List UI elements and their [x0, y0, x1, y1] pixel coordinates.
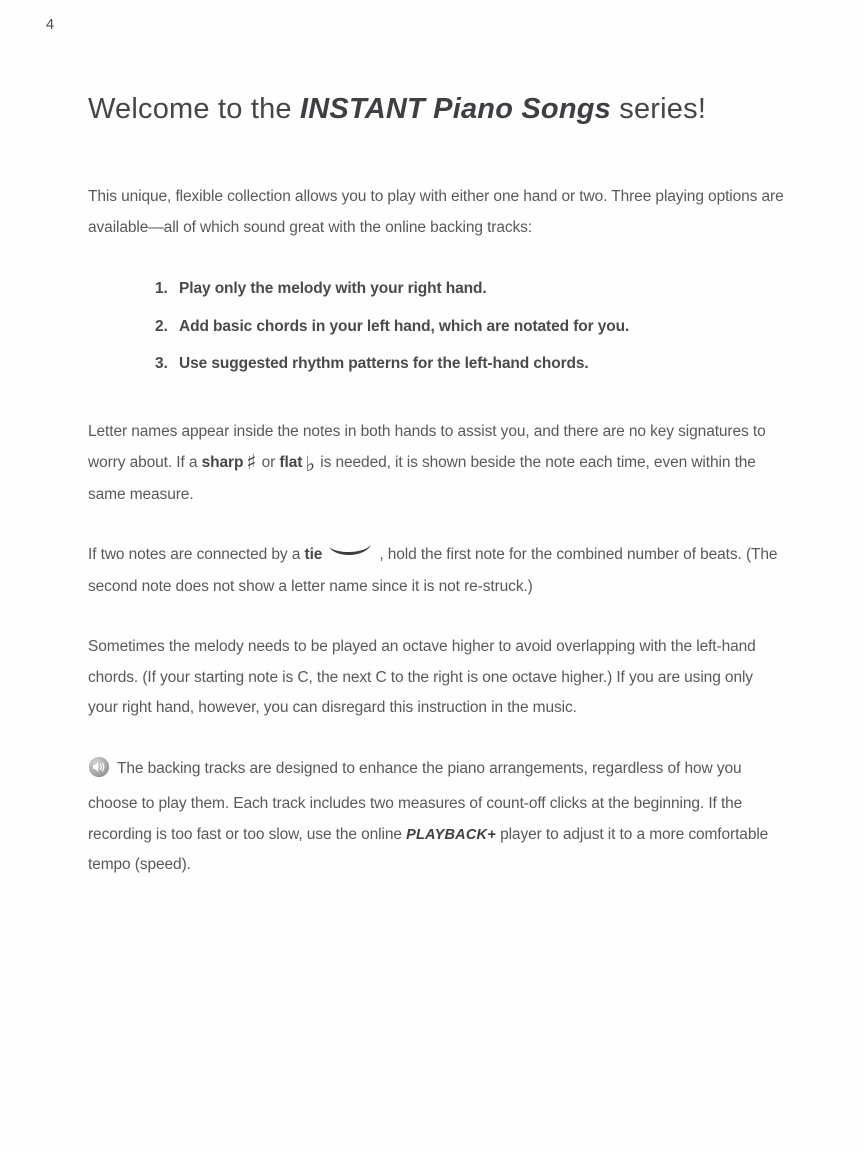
list-item [155, 349, 786, 380]
backing-text-2: player to adjust it to a more comfortable tempo (speed). [88, 825, 769, 873]
intro-text: This unique, flexible collection allows you to play with either one hand or two. Three playing options are available—all of which sound great with the online backing tracks: [88, 188, 784, 236]
letter-names-text-1: Letter names appear inside the notes in both hands to assist you, and there are no key signatures to worry about. If a [88, 422, 766, 471]
backing-tracks-paragraph [88, 754, 786, 881]
sharp-label: sharp [201, 454, 244, 471]
tie-arc-icon [328, 541, 372, 572]
octave-text: Sometimes the melody needs to be played an octave higher to avoid overlapping with the left-hand chords. (If your starting note is C, the next C to the right is one octave higher.) If you are using only your right hand, however, you can disregard this instruction in the music. [88, 638, 756, 716]
speaker-icon [88, 756, 110, 790]
tie-label: tie [304, 546, 323, 563]
page-number: 4 [46, 17, 55, 33]
list-item [155, 274, 786, 305]
playback-plus-logo: PLAYBACK+ [406, 826, 496, 843]
options-list [88, 274, 786, 380]
backing-text-1: The backing tracks are designed to enhance the piano arrangements, regardless of how you choose to play them. Each track includes two measures of count-off clicks at the beginning. If the recording is too fast or too slow, use the online [88, 759, 743, 843]
title-suffix: series! [611, 93, 707, 125]
flat-label: flat [279, 454, 303, 471]
tie-text-1: If two notes are connected by a [88, 546, 305, 563]
tie-text-2: , hold the first note for the combined number of beats. (The second note does not show a letter name since it is not re-struck.) [88, 546, 778, 595]
title-series-name: INSTANT Piano Songs [300, 93, 612, 125]
list-item-number: 2. [155, 317, 168, 335]
octave-paragraph [88, 632, 786, 724]
letter-names-text-2: or [257, 454, 280, 471]
list-item-text: Add basic chords in your left hand, which are notated for you. [179, 317, 630, 335]
page-title [88, 92, 786, 127]
letter-names-paragraph [88, 417, 786, 511]
flat-icon: ♭ [305, 452, 316, 476]
list-item-text: Use suggested rhythm patterns for the left-hand chords. [179, 355, 589, 372]
title-prefix: Welcome to the [88, 93, 301, 125]
list-item-number: 1. [155, 280, 168, 297]
list-item-number: 3. [155, 355, 168, 372]
intro-paragraph [88, 182, 786, 243]
tie-paragraph [88, 540, 786, 602]
sharp-icon: ♯ [246, 450, 257, 474]
letter-names-text-3: is needed, it is shown beside the note each time, even within the same measure. [88, 454, 756, 503]
list-item-text: Play only the melody with your right hand. [179, 280, 487, 297]
list-item [155, 312, 786, 343]
